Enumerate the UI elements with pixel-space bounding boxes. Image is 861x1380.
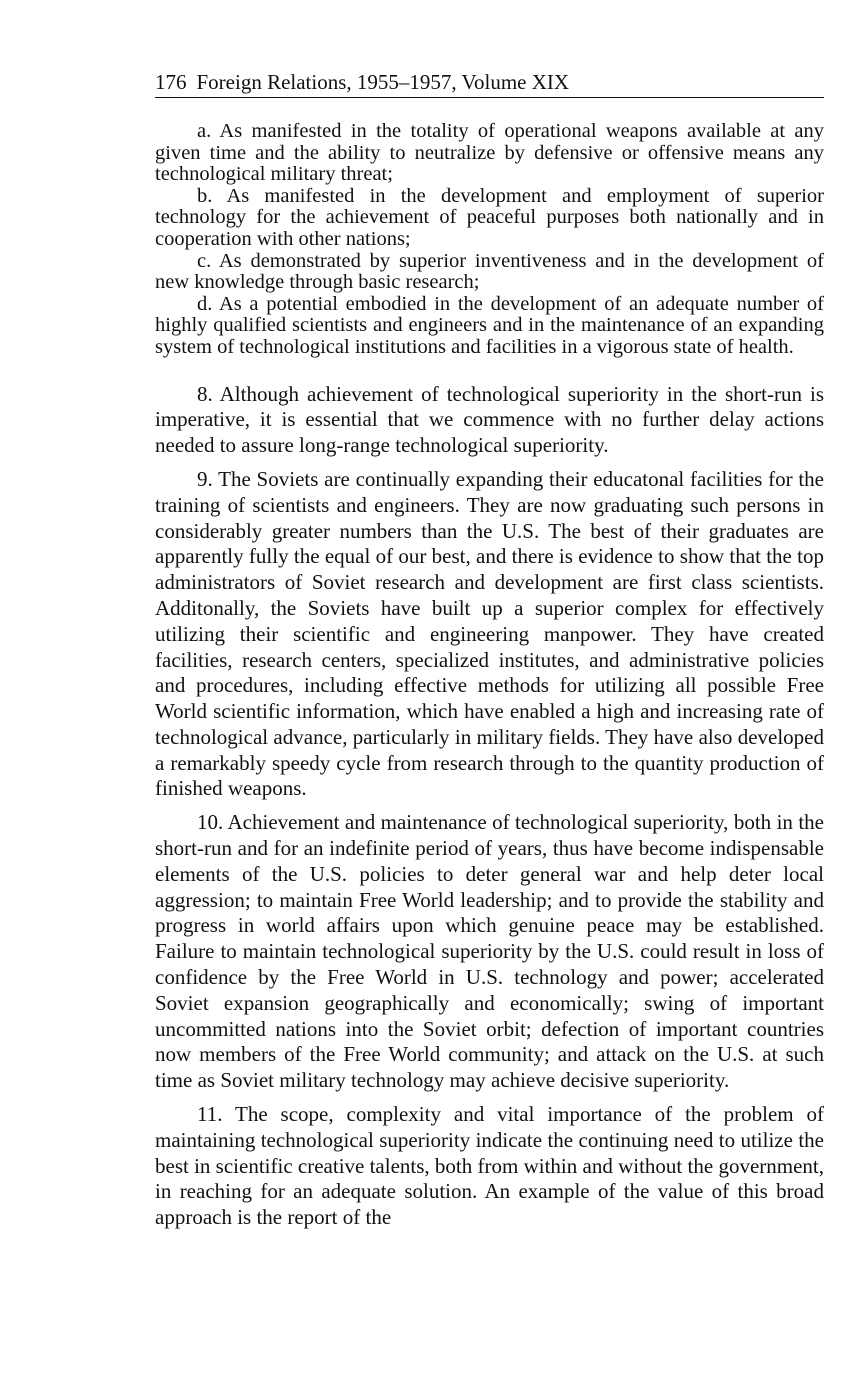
subitem-c: c. As demonstrated by superior inventiveness and in the development of new knowledge through basic research; bbox=[155, 249, 824, 294]
subitem-a: a. As manifested in the totality of operational weapons available at any given time and the ability to neutralize by defensive or offensive means any technological military threat; bbox=[155, 120, 824, 186]
body-text bbox=[155, 382, 824, 1232]
page-number: 176 bbox=[155, 70, 187, 94]
paragraph-11: 11. The scope, complexity and vital importance of the problem of maintaining technological superiority indicate the continuing need to utilize the best in scientific creative talents, both from within and without the government, in reaching for an adequate solution. An example of the value of this broad approach is the report of the bbox=[155, 1102, 824, 1230]
subitem-list bbox=[155, 121, 824, 359]
volume-title: Foreign Relations, 1955–1957, Volume XIX bbox=[196, 70, 570, 94]
paragraph-8: 8. Although achievement of technological superiority in the short-run is imperative, it is essential that we commence with no further delay actions needed to assure long-range technological superiority. bbox=[155, 381, 824, 458]
subitem-d: d. As a potential embodied in the development of an adequate number of highly qualified scientists and engineers and in the maintenance of an expanding system of technological institutions and facilities in a vigorous state of health. bbox=[155, 292, 824, 358]
document-page bbox=[155, 68, 824, 1239]
paragraph-9: 9. The Soviets are continually expanding their educatonal facilities for the training of scientists and engineers. They are now graduating such persons in considerably greater numbers than the U.S. The best of their graduates are apparently fully the equal of our best, and there is evidence to show that the top administrators of Soviet research and development are first class scientists. Additonally, the Soviets have built up a superior complex for effectively utilizing their scientific and engineering manpower. They have created facilities, research centers, specialized institutes, and administrative policies and procedures, including effective methods for utilizing all possible Free World scientific information, which have enabled a high and increasing rate of technological advance, particularly in military fields. They have also developed a remarkably speedy cycle from research through to the quantity production of finished weapons. bbox=[155, 466, 824, 801]
paragraph-10: 10. Achievement and maintenance of technological superiority, both in the short-run and for an indefinite period of years, thus have become indispensable elements of the U.S. policies to deter general war and help deter local aggression; to maintain Free World leadership; and to provide the stability and progress in world affairs upon which genuine peace may be established. Failure to maintain technological superiority by the U.S. could result in loss of confidence by the Free World in U.S. technology and power; accelerated Soviet expansion geographically and economically; swing of important uncommitted nations into the Soviet orbit; defection of important countries now members of the Free World community; and attack on the U.S. at such time as Soviet military technology may achieve decisive superiority. bbox=[155, 810, 824, 1093]
running-header bbox=[155, 68, 824, 98]
subitem-b: b. As manifested in the development and employment of superior technology for the achievement of peaceful purposes both nationally and in cooperation with other nations; bbox=[155, 184, 824, 250]
